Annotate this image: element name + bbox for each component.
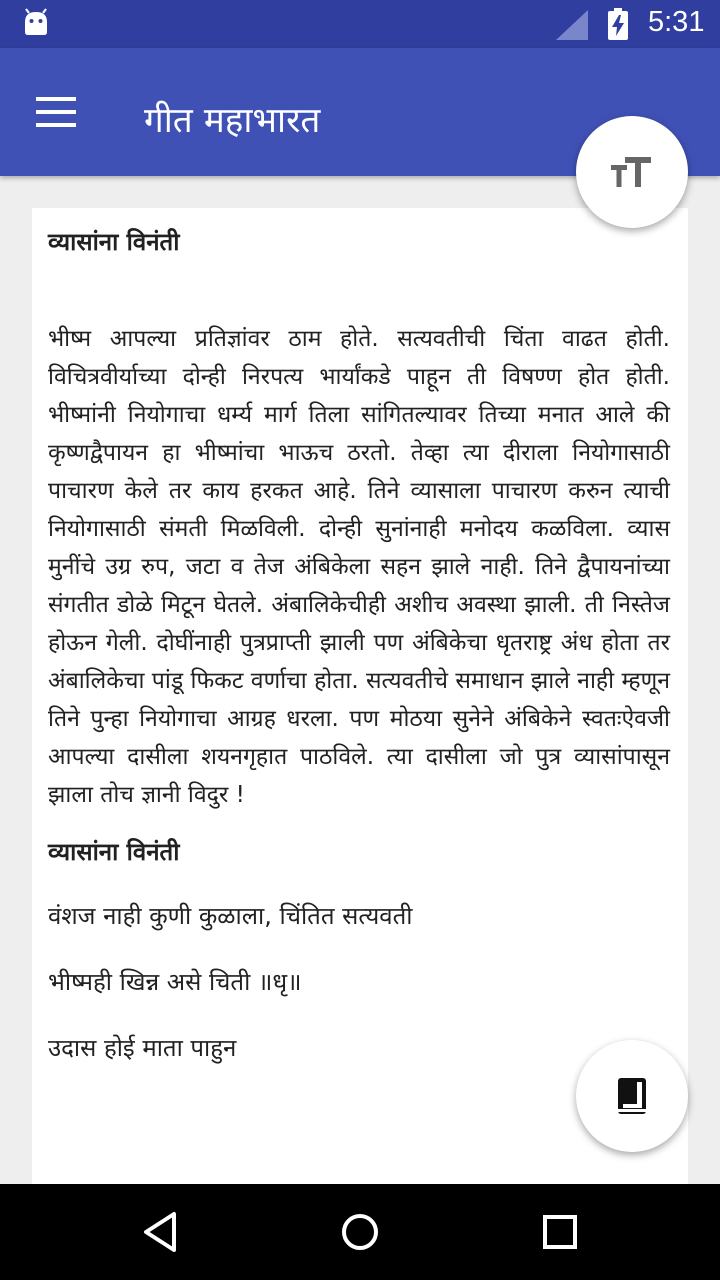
article-card: [32, 208, 688, 1184]
text-size-icon: [611, 155, 653, 189]
status-bar: [0, 0, 720, 48]
navigation-bar: [0, 1184, 720, 1280]
verse-line: उदास होई माता पाहुन: [48, 1034, 237, 1062]
signal-icon: [556, 10, 588, 40]
poem-heading: व्यासांना विनंती: [48, 838, 180, 866]
status-time: 5:31: [648, 6, 705, 38]
book-icon: [614, 1076, 650, 1116]
book-button[interactable]: [576, 1040, 688, 1152]
home-icon[interactable]: [340, 1208, 380, 1256]
verse-line: वंशज नाही कुणी कुळाला, चिंतित सत्यवती: [48, 902, 413, 930]
menu-icon[interactable]: [36, 97, 76, 127]
story-paragraph: भीष्म आपल्या प्रतिज्ञांवर ठाम होते. सत्यवतीची चिंता वाढत होती. विचित्रवीर्याच्या दोन्ही निरपत्य भार्यांकडे पाहून ती विषण्ण होत होती. भीष्मांनी नियोगाचा धर्म्य मार्ग तिला सांगितल्यावर तिच्या मनात आले की कृष्णद्वैपायन हा भीष्मांचा भाऊच ठरतो. तेव्हा त्या दीराला नियोगासाठी पाचारण केले तर काय हरकत आहे. तिने व्यासाला पाचारण करुन त्याची नियोगासाठी संमती मिळविली. दोन्ही सुनांनाही मनोदय कळविला. व्यास मुनींचे उग्र रुप, जटा व तेज अंबिकेला सहन झाले नाही. तिने द्वैपायनांच्या संगतीत डोळे मिटून घेतले. अंबालिकेचीही अशीच अवस्था झाली. ती निस्तेज होऊन गेली. दोघींनाही पुत्रप्राप्ती झाली पण अंबिकेचा धृतराष्ट्र अंध होता तर अंबालिकेचा पांडू फिकट वर्णाचा होता. सत्यवतीचे समाधान झाले नाही म्हणून तिने पुन्हा नियोगाचा आग्रह धरला. पण मोठया सुनेने अंबिकेने स्वतःऐवजी आपल्या दासीला शयनगृहात पाठविले. त्या दासीला जो पुत्र व्यासांपासून झाला तोच ज्ञानी विदुर !: [48, 326, 670, 808]
section-heading: व्यासांना विनंती: [48, 228, 180, 256]
text-size-button[interactable]: [576, 116, 688, 228]
back-icon[interactable]: [140, 1208, 180, 1256]
battery-charging-icon: [606, 8, 630, 40]
verse-line: भीष्मही खिन्न असे चिती ॥धृ॥: [48, 968, 302, 996]
recents-icon[interactable]: [542, 1208, 578, 1256]
android-icon: [22, 8, 50, 36]
page-title: गीत महाभारत: [144, 101, 321, 141]
